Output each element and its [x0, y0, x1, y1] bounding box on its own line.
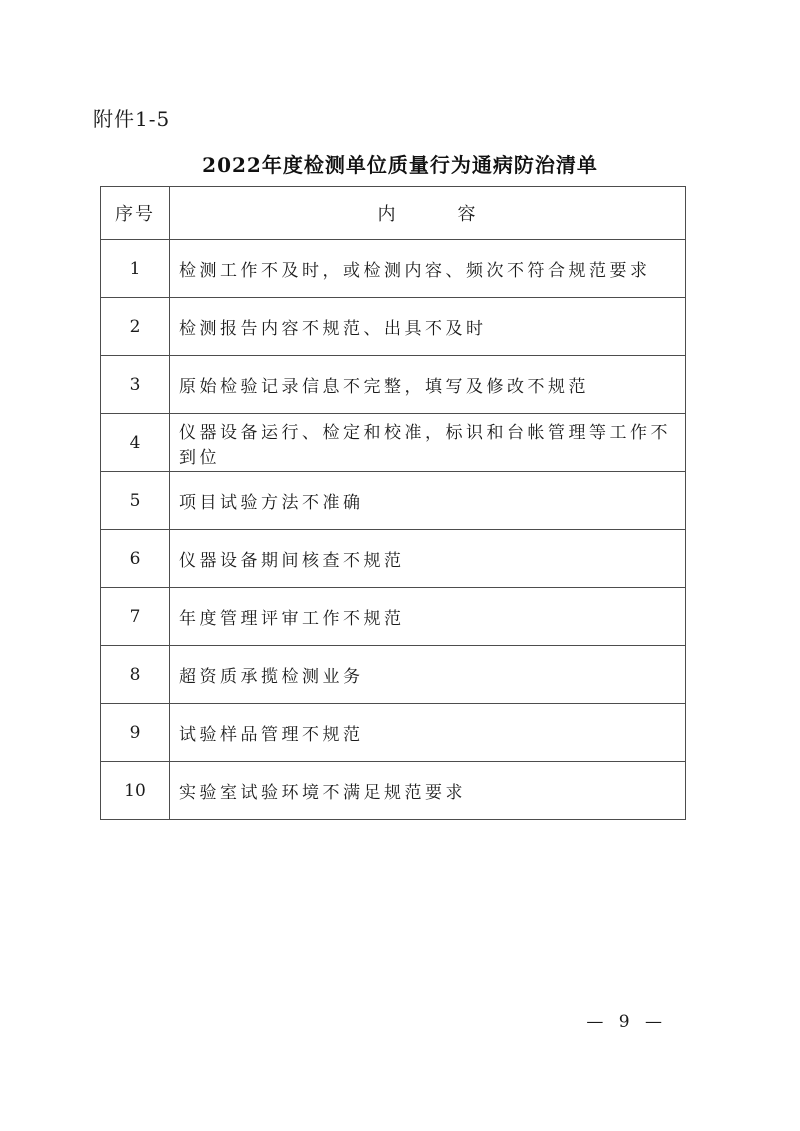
- row-number: 5: [101, 472, 170, 530]
- table-row: [101, 356, 686, 414]
- table-row: [101, 704, 686, 762]
- row-number: 10: [101, 762, 170, 820]
- row-content: 年度管理评审工作不规范: [170, 588, 686, 646]
- column-header-no: 序号: [101, 187, 170, 240]
- table-row: [101, 588, 686, 646]
- row-number: 7: [101, 588, 170, 646]
- row-number: 6: [101, 530, 170, 588]
- page-number: — 9 —: [586, 1012, 662, 1032]
- row-number: 8: [101, 646, 170, 704]
- column-header-content: 内 容: [170, 187, 686, 240]
- row-number: 9: [101, 704, 170, 762]
- row-content: 原始检验记录信息不完整，填写及修改不规范: [170, 356, 686, 414]
- table-row: [101, 762, 686, 820]
- row-content: 项目试验方法不准确: [170, 472, 686, 530]
- row-number: 1: [101, 240, 170, 298]
- defect-list-table: [100, 186, 686, 820]
- table-row: [101, 298, 686, 356]
- attachment-label: 附件1-5: [93, 107, 171, 131]
- row-content: 超资质承揽检测业务: [170, 646, 686, 704]
- row-content: 实验室试验环境不满足规范要求: [170, 762, 686, 820]
- row-content: 试验样品管理不规范: [170, 704, 686, 762]
- table-row: [101, 472, 686, 530]
- page-title: 2022年度检测单位质量行为通病防治清单: [202, 153, 598, 177]
- row-number: 3: [101, 356, 170, 414]
- row-number: 4: [101, 414, 170, 472]
- row-content: 仪器设备期间核查不规范: [170, 530, 686, 588]
- row-content: 仪器设备运行、检定和校准，标识和台帐管理等工作不到位: [170, 414, 686, 472]
- table-row: [101, 530, 686, 588]
- row-content: 检测报告内容不规范、出具不及时: [170, 298, 686, 356]
- table-header-row: [101, 187, 686, 240]
- table-row: [101, 240, 686, 298]
- row-content: 检测工作不及时，或检测内容、频次不符合规范要求: [170, 240, 686, 298]
- table-row: [101, 646, 686, 704]
- table-row: [101, 414, 686, 472]
- row-number: 2: [101, 298, 170, 356]
